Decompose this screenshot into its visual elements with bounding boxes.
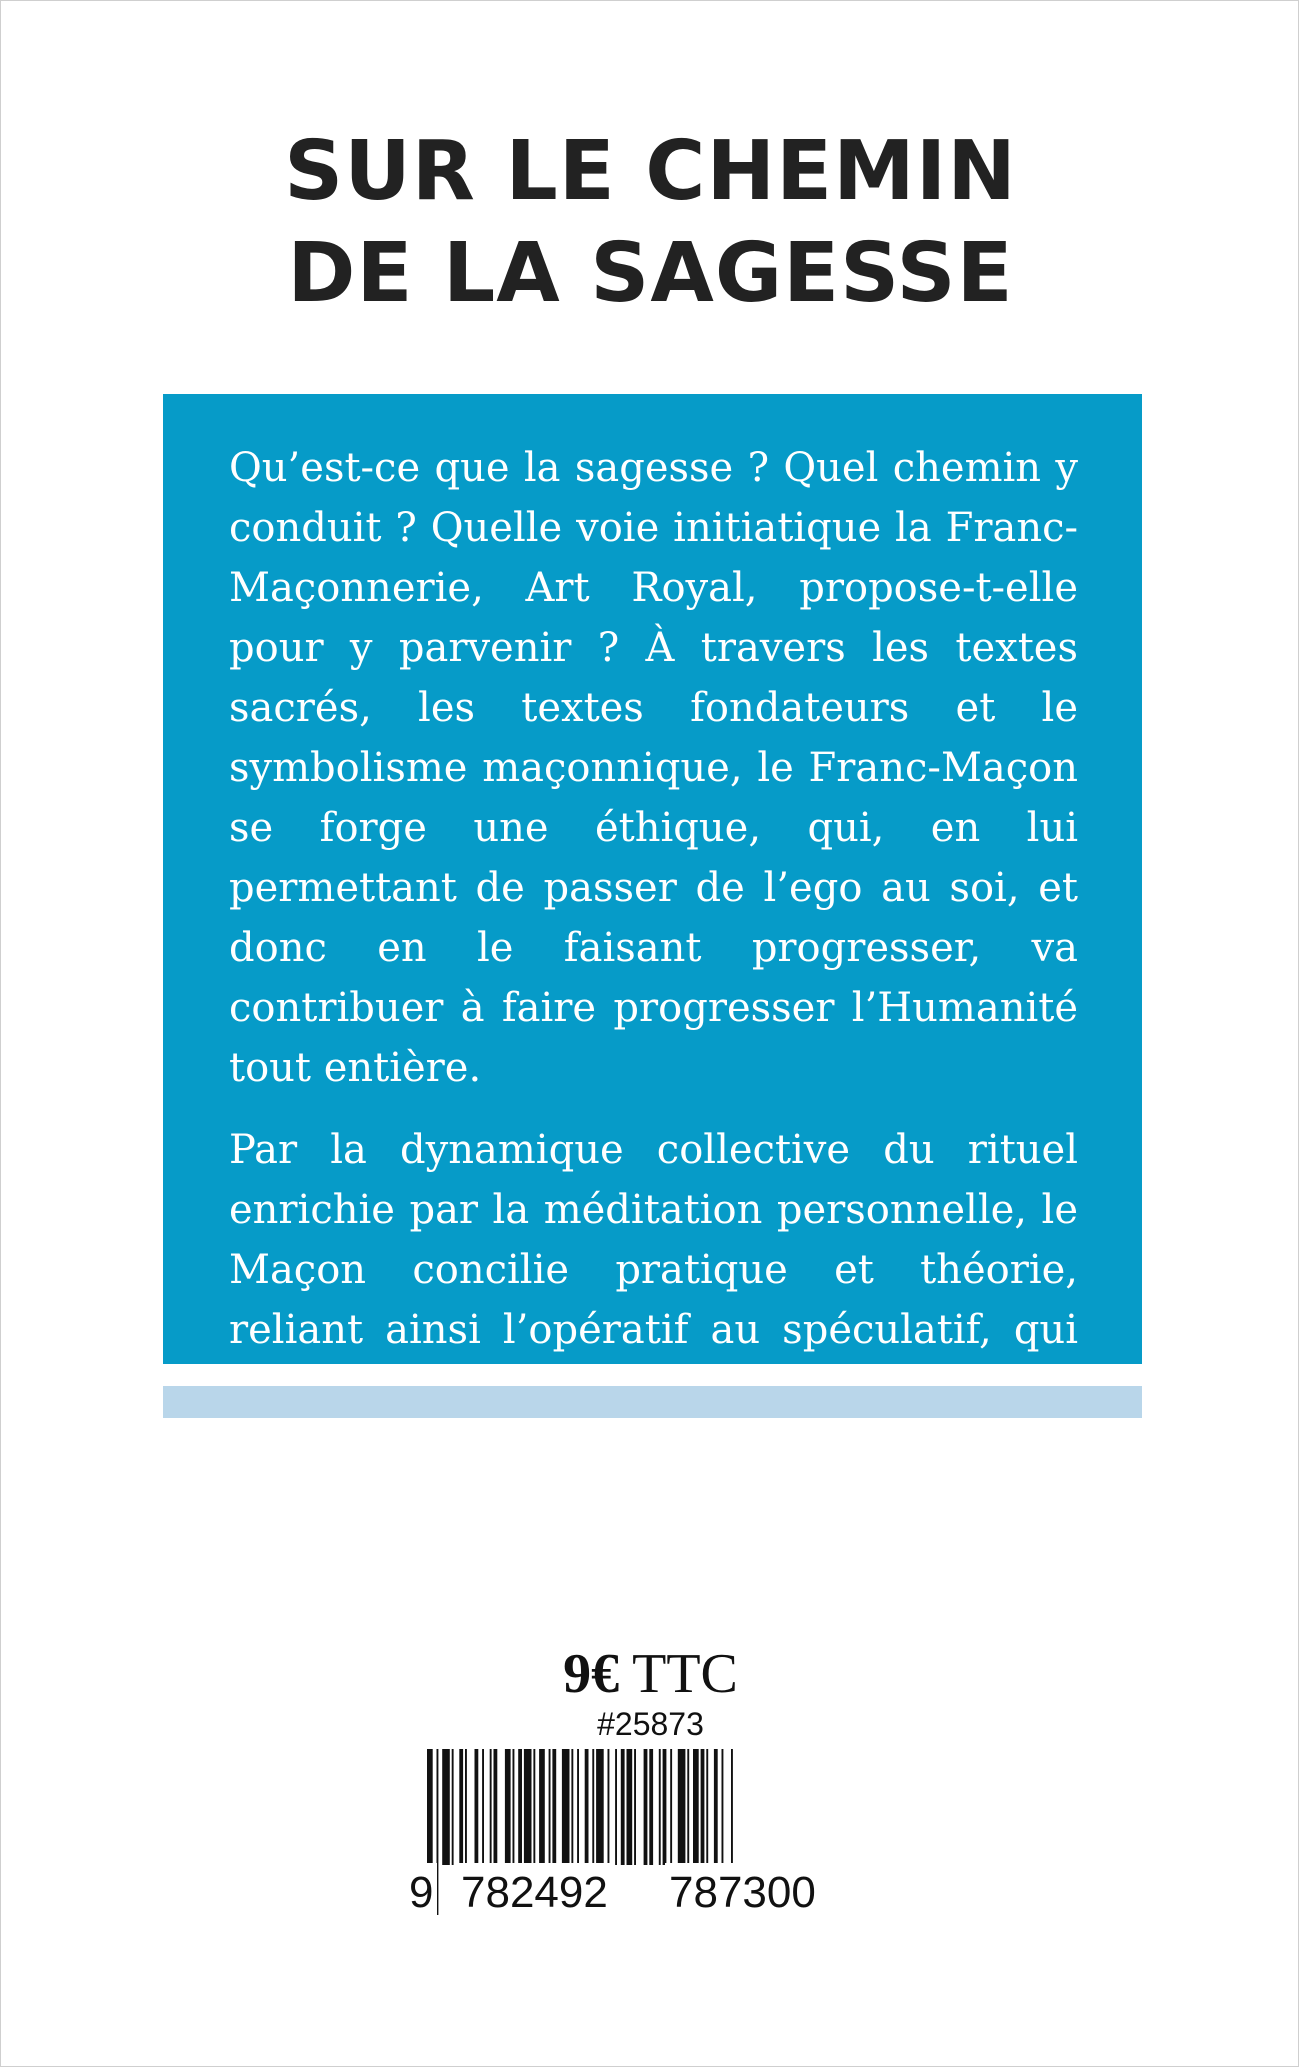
barcode-bar xyxy=(459,1749,463,1865)
barcode-bar xyxy=(649,1749,653,1865)
barcode-bar xyxy=(627,1749,633,1865)
price-label xyxy=(1,1641,1299,1707)
barcode-bar xyxy=(505,1749,511,1865)
barcode-bar xyxy=(659,1749,661,1865)
barcode-bar xyxy=(608,1749,610,1865)
barcode-bar xyxy=(592,1749,594,1865)
barcode-bar xyxy=(663,1749,667,1865)
barcode-bar xyxy=(706,1749,708,1865)
barcode-bar xyxy=(670,1749,672,1865)
barcode-bar xyxy=(621,1749,625,1865)
barcode-bar xyxy=(634,1749,636,1865)
blurb-paragraph-1: Qu’est-ce que la sagesse ? Quel chemin y conduit ? Quelle voie initiatique la Franc-Maçonnerie, Art Royal, propose-t-elle pour y parvenir ? À travers les textes sacrés, les textes fondateurs et le symbolisme maçonnique, le Franc-Maçon se forge une éthique, qui, en lui permettant de passer de l’ego au soi, et donc en le faisant progresser, va contribuer à faire progresser l’Humanité tout entière. xyxy=(229,445,1078,1091)
barcode-bar xyxy=(714,1749,718,1865)
barcode-bar xyxy=(518,1749,522,1865)
barcode-bar xyxy=(687,1749,689,1865)
barcode-bar xyxy=(571,1749,573,1865)
decorative-stripe xyxy=(163,1386,1142,1418)
barcode-bar xyxy=(494,1749,498,1865)
barcode-bar xyxy=(549,1749,551,1865)
barcode-left-group: 782492 xyxy=(457,1863,612,1923)
barcode-digits xyxy=(409,1863,873,1923)
book-title xyxy=(1,121,1299,325)
barcode-bar xyxy=(533,1749,535,1865)
barcode-bar xyxy=(615,1749,617,1865)
blurb-paragraph-2: Par la dynamique collective du rituel enrichie par la méditation personnelle, le Maçon concilie pratique et théorie, reliant ainsi l’opératif au spéculatif, qui sagesse. xyxy=(229,1127,1078,1473)
barcode-bar xyxy=(552,1749,556,1865)
barcode-bar xyxy=(701,1749,705,1865)
price-suffix: TTC xyxy=(632,1643,738,1705)
barcode-bar xyxy=(678,1749,686,1865)
reference-number: #25873 xyxy=(597,1706,704,1742)
barcode-bar xyxy=(490,1749,492,1865)
barcode-bar xyxy=(475,1749,479,1865)
price-amount: 9€ xyxy=(563,1643,620,1705)
title-line-2: DE LA SAGESSE xyxy=(287,226,1014,321)
barcode-bar xyxy=(562,1749,570,1865)
barcode-bar xyxy=(465,1749,467,1865)
barcode-right-group: 787300 xyxy=(665,1863,820,1923)
barcode-bar xyxy=(596,1749,604,1865)
barcode-bar xyxy=(482,1749,484,1865)
barcode-bar xyxy=(513,1749,515,1865)
barcode-bar xyxy=(442,1749,450,1865)
barcode-bar xyxy=(452,1749,454,1865)
title-line-1: SUR LE CHEMIN xyxy=(284,124,1017,219)
barcode-bar xyxy=(539,1749,545,1865)
blurb-box xyxy=(163,394,1142,1473)
barcode-first-digit: 9 xyxy=(405,1863,437,1923)
barcode-bar xyxy=(644,1749,648,1865)
barcode-bar xyxy=(693,1749,699,1865)
barcode-bar xyxy=(524,1749,532,1865)
